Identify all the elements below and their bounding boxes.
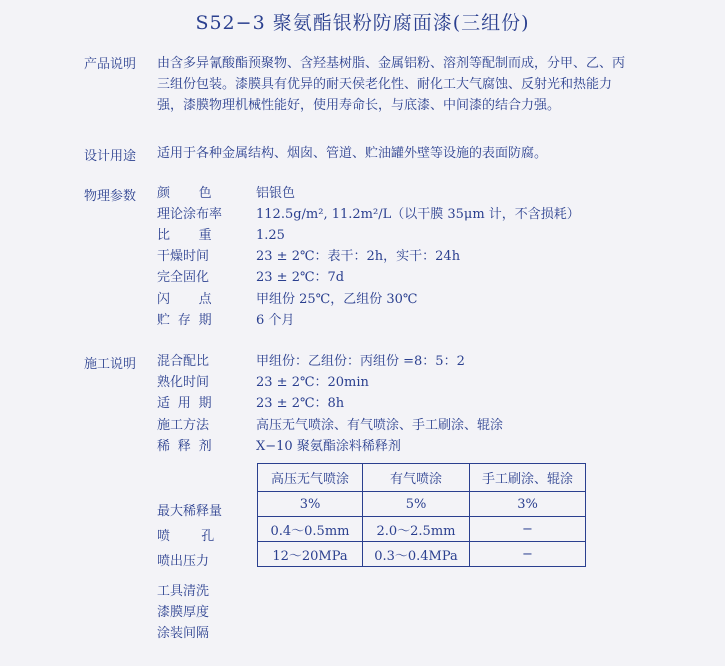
- table-cell: −: [470, 542, 586, 567]
- param-key: 理论涂布率: [157, 207, 223, 222]
- param-key: 稀释剂: [157, 439, 220, 454]
- table-cell: 5%: [363, 492, 470, 517]
- param-key: 颜色: [157, 186, 241, 201]
- param-key: 施工方法: [157, 418, 210, 433]
- product-line: 由含多异氰酸酯预聚物、含羟基树脂、金属铝粉、溶剂等配制而成，分甲、乙、丙: [157, 56, 626, 71]
- table-row-label: 喷孔: [157, 529, 246, 544]
- product-line: 强，漆膜物理机械性能好，使用寿命长，与底漆、中间漆的结合力强。: [157, 98, 561, 113]
- table-cell: 2.0～2.5mm: [363, 517, 470, 542]
- section-label-usage: 设计用途: [84, 149, 137, 164]
- param-value: 23 ± 2℃：20min: [256, 375, 369, 390]
- table-header-cell: 有气喷涂: [363, 464, 470, 492]
- param-value: 112.5g/m², 11.2m²/L（以干膜 35μm 计，不含损耗）: [256, 207, 580, 222]
- param-value: 甲组份：乙组份：丙组份 =8：5：2: [256, 354, 465, 369]
- section-label-physical: 物理参数: [84, 189, 137, 204]
- table-cell: 3%: [258, 492, 363, 517]
- table-row: [258, 517, 586, 542]
- table-cell: 0.3～0.4MPa: [363, 542, 470, 567]
- param-value: 高压无气喷涂、有气喷涂、手工刷涂、辊涂: [256, 418, 504, 433]
- table-row-label: 最大稀释量: [157, 504, 223, 519]
- table-cell: 12～20MPa: [258, 542, 363, 567]
- param-key: 比重: [157, 228, 241, 243]
- section-label-application: 施工说明: [84, 357, 137, 372]
- param-key: 熟化时间: [157, 375, 210, 390]
- table-cell: −: [470, 517, 586, 542]
- table-row-label: 喷出压力: [157, 554, 210, 569]
- extra-label: 工具清洗: [157, 584, 210, 599]
- param-value: X−10 聚氨酯涂料稀释剂: [256, 439, 401, 454]
- product-description: [157, 53, 702, 116]
- param-key: 干燥时间: [157, 249, 210, 264]
- param-value: 23 ± 2℃：8h: [256, 396, 345, 411]
- param-key: 贮存期: [157, 313, 220, 328]
- param-value: 6 个月: [256, 313, 295, 328]
- usage-text: 适用于各种金属结构、烟囱、管道、贮油罐外壁等设施的表面防腐。: [157, 146, 548, 161]
- product-line: 三组份包装。漆膜具有优异的耐天侯老化性、耐化工大气腐蚀、反射光和热能力: [157, 77, 613, 92]
- extra-label: 涂装间隔: [157, 626, 210, 641]
- param-key: 适用期: [157, 396, 220, 411]
- param-value: 23 ± 2℃：表干：2h，实干：24h: [256, 249, 461, 264]
- param-value: 甲组份 25℃，乙组份 30℃: [256, 292, 418, 307]
- section-label-product: 产品说明: [84, 57, 137, 72]
- table-row: [258, 542, 586, 567]
- table-cell: 3%: [470, 492, 586, 517]
- table-row: [258, 492, 586, 517]
- page-title: S52−3 聚氨酯银粉防腐面漆(三组份): [195, 12, 530, 34]
- table-header-cell: 手工刷涂、辊涂: [470, 464, 586, 492]
- param-key: 混合配比: [157, 354, 210, 369]
- extra-label: 漆膜厚度: [157, 605, 210, 620]
- param-key: 完全固化: [157, 270, 210, 285]
- table-header-cell: 高压无气喷涂: [258, 464, 363, 492]
- param-value: 铝银色: [256, 186, 296, 201]
- param-key: 闪点: [157, 292, 241, 307]
- param-value: 23 ± 2℃：7d: [256, 270, 345, 285]
- param-value: 1.25: [256, 228, 285, 243]
- table-header-row: [258, 464, 586, 492]
- spray-parameters-table: [257, 463, 586, 567]
- table-cell: 0.4～0.5mm: [258, 517, 363, 542]
